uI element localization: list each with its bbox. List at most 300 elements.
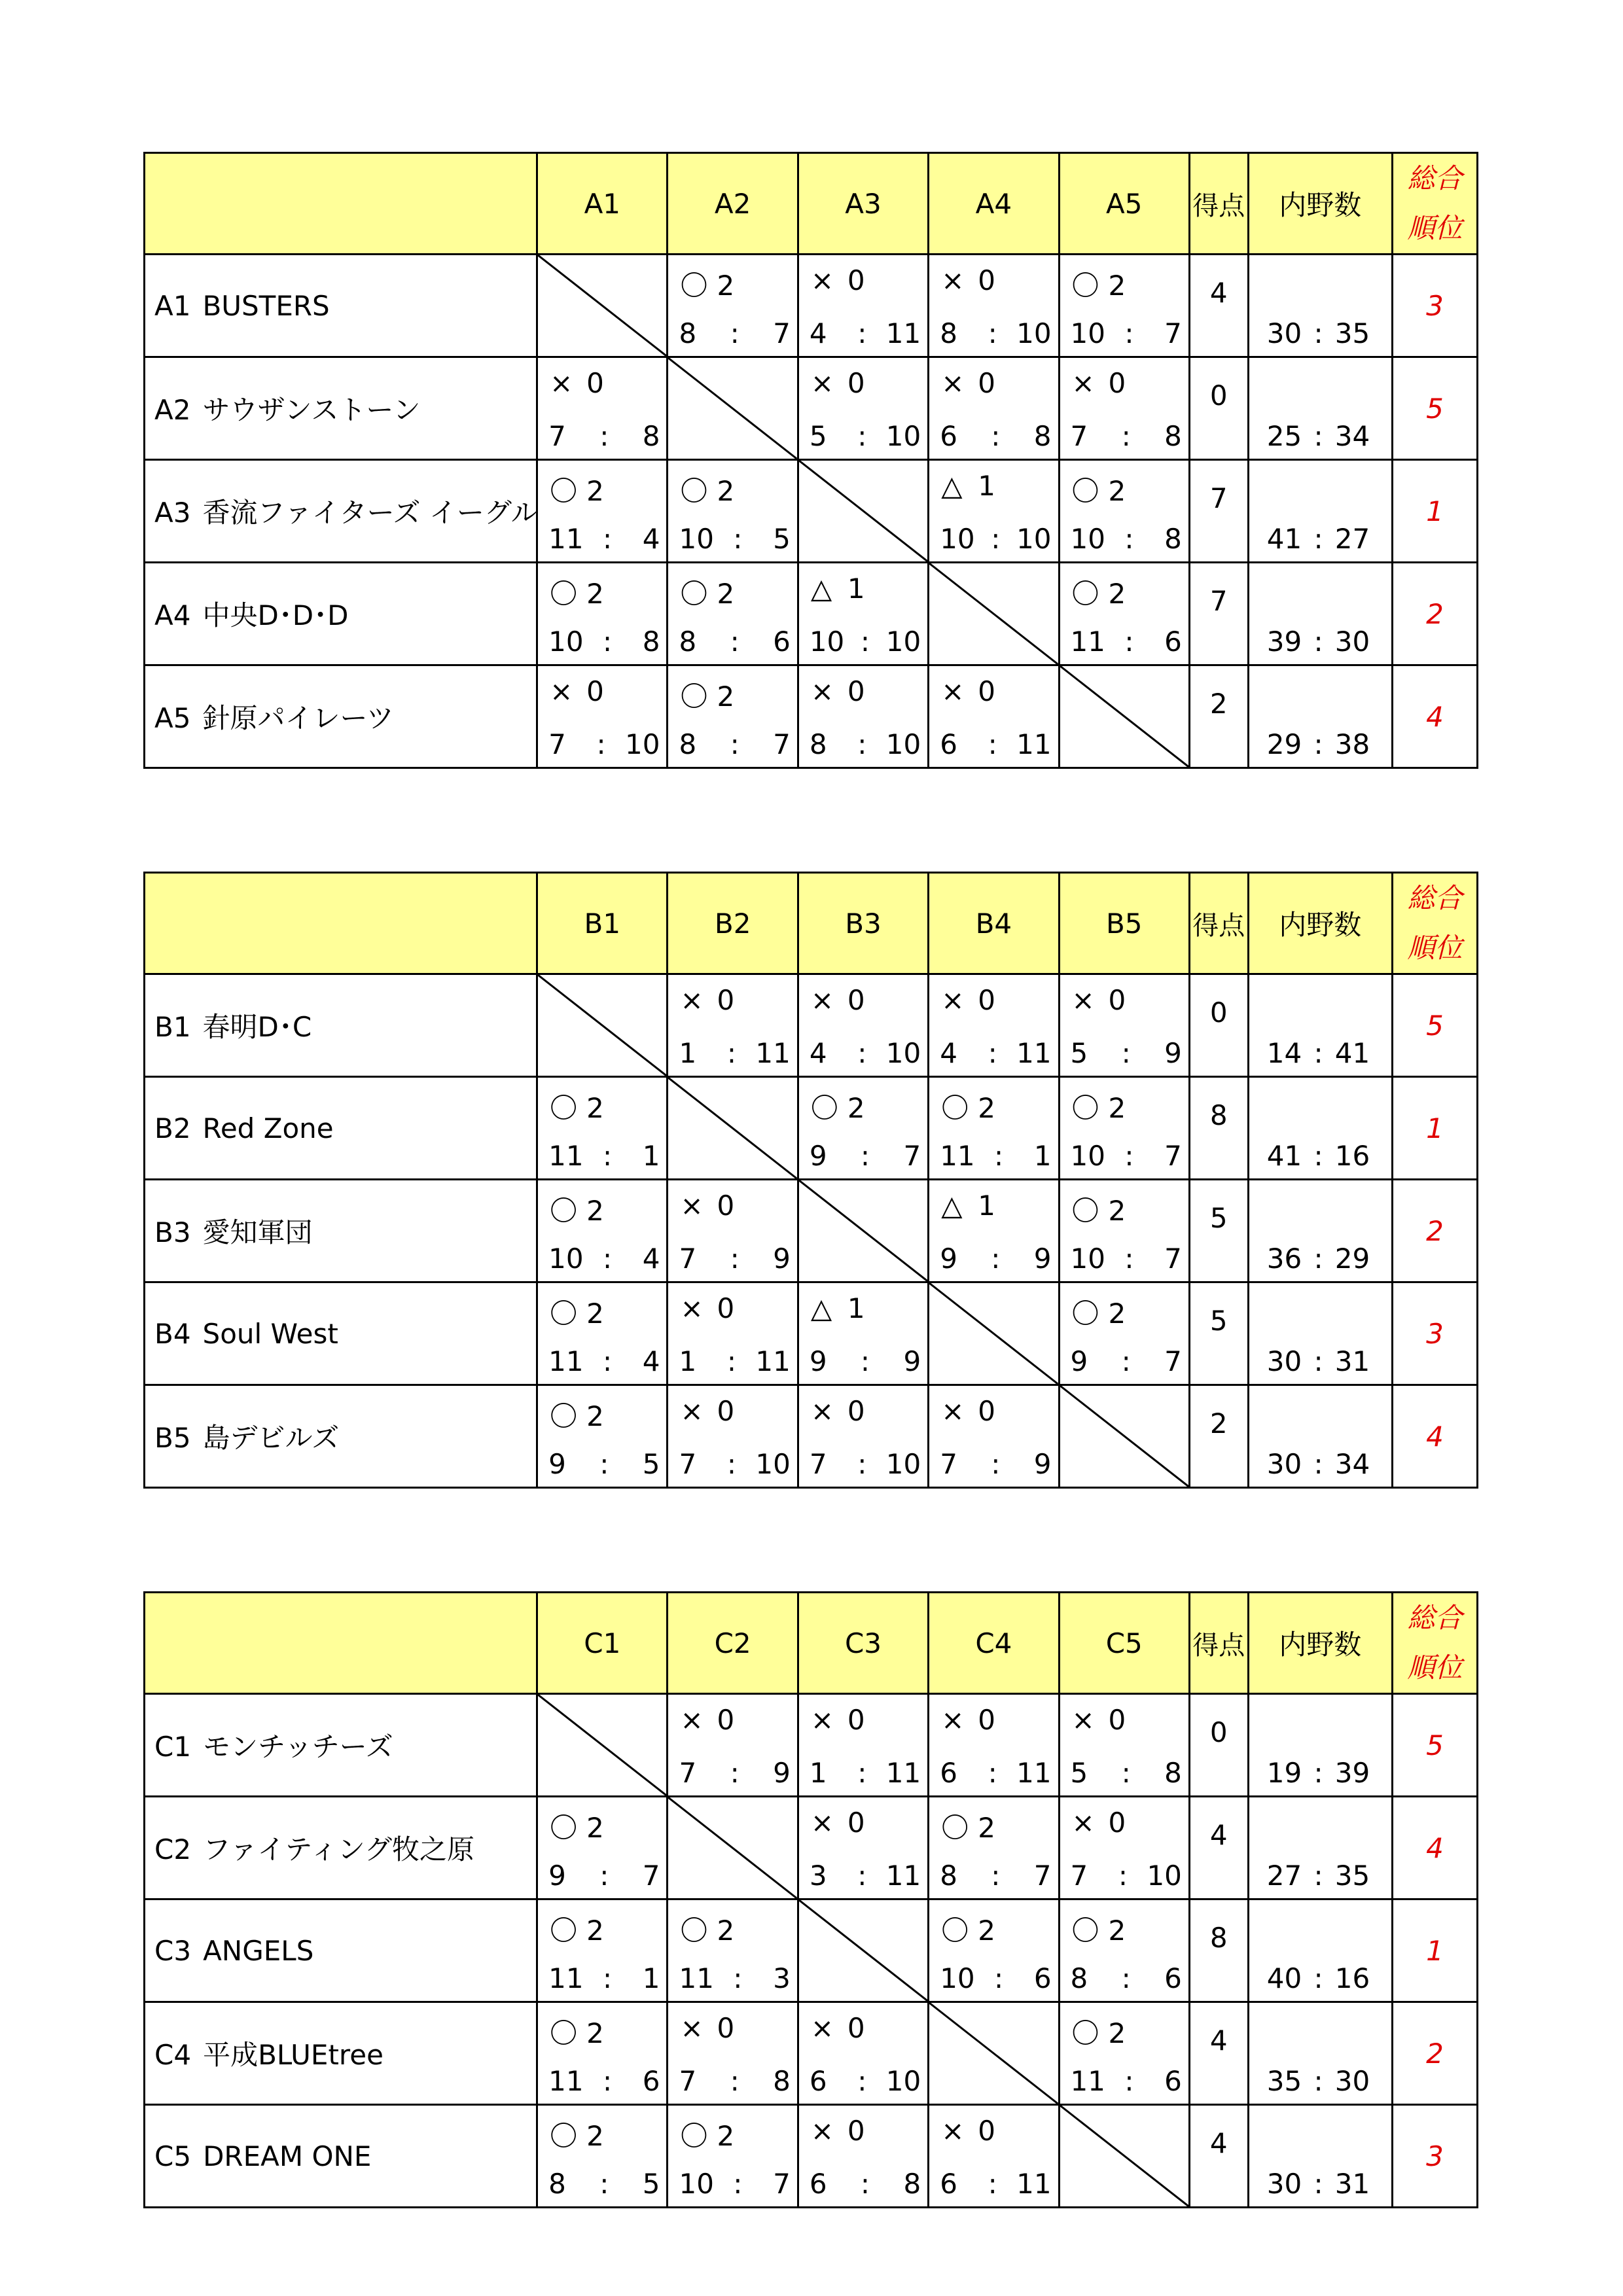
match-result-cell [798, 1385, 928, 1488]
total-points-cell [1189, 255, 1248, 357]
match-score [548, 1140, 660, 1172]
runs-against: 38 [1334, 728, 1370, 760]
total-points-cell [1189, 1077, 1248, 1180]
match-points: 2 [1108, 475, 1126, 507]
match-result [811, 2115, 865, 2147]
score-separator: : [857, 1037, 867, 1069]
result-mark: × [680, 984, 704, 1016]
match-result-cell [929, 255, 1059, 357]
runs-value [1264, 626, 1374, 658]
result-mark: 〇 [550, 1915, 578, 1947]
score-for: 10 [1070, 1140, 1105, 1172]
runs-separator: : [1313, 1243, 1323, 1275]
match-result-cell [668, 563, 798, 665]
match-result [811, 2012, 865, 2044]
match-points: 0 [847, 984, 865, 1016]
match-result-cell [1059, 1797, 1189, 1899]
match-score [548, 1962, 660, 1994]
team-name: 針原パイレーツ [202, 702, 394, 734]
score-against: 8 [1164, 523, 1182, 555]
match-result [1072, 1292, 1126, 1332]
score-for: 9 [548, 1860, 566, 1892]
score-for: 8 [679, 626, 697, 658]
score-for: 7 [809, 1448, 827, 1480]
score-against: 10 [1147, 1860, 1182, 1892]
score-against: 11 [1016, 728, 1052, 760]
score-against: 7 [903, 1140, 921, 1172]
result-mark: × [810, 984, 834, 1016]
runs-cell [1248, 1282, 1393, 1385]
match-points: 2 [586, 1915, 604, 1947]
match-score [679, 1448, 790, 1480]
match-points: 2 [1108, 270, 1126, 302]
match-result [1072, 470, 1126, 509]
result-mark: 〇 [941, 1812, 969, 1844]
runs-against: 27 [1334, 523, 1370, 555]
match-result-cell [537, 1385, 668, 1488]
runs-for: 19 [1266, 1757, 1302, 1789]
runs-header: 内野数 [1248, 153, 1393, 255]
match-points: 0 [717, 984, 735, 1016]
match-points: 0 [978, 984, 995, 1016]
match-result-cell [929, 974, 1059, 1077]
match-score [679, 1243, 790, 1275]
total-points: 4 [1209, 276, 1228, 309]
score-for: 9 [548, 1448, 566, 1480]
match-result [941, 1190, 995, 1222]
match-score [940, 1037, 1051, 1069]
result-mark: × [810, 1807, 834, 1839]
match-points: 0 [586, 675, 604, 707]
match-points: 2 [1108, 1298, 1126, 1330]
match-result [680, 675, 734, 715]
score-separator: : [730, 1757, 740, 1789]
match-points: 2 [717, 578, 735, 610]
match-points: 0 [847, 1807, 865, 1839]
runs-separator: : [1313, 420, 1323, 452]
match-points: 0 [717, 1395, 735, 1427]
result-mark: × [810, 367, 834, 399]
result-mark: 〇 [550, 2120, 578, 2152]
diagonal-line [799, 461, 927, 561]
column-header: C3 [798, 1593, 928, 1694]
runs-separator: : [1313, 317, 1323, 349]
runs-separator: : [1313, 1345, 1323, 1377]
match-points: 2 [978, 1812, 995, 1844]
score-separator: : [726, 1037, 736, 1069]
team-id: B3 [154, 1216, 191, 1248]
score-against: 10 [625, 728, 660, 760]
score-against: 4 [642, 1243, 660, 1275]
match-points: 0 [717, 1704, 735, 1736]
result-mark: × [1071, 1704, 1095, 1736]
score-against: 7 [773, 2168, 791, 2200]
result-mark: × [680, 1395, 704, 1427]
score-against: 8 [642, 626, 660, 658]
score-for: 9 [809, 1140, 827, 1172]
score-for: 6 [809, 2065, 827, 2097]
result-mark: 〇 [550, 1298, 578, 1330]
total-points: 5 [1209, 1304, 1228, 1337]
total-points: 0 [1209, 379, 1228, 412]
team-name-cell [145, 460, 537, 563]
match-score [679, 728, 790, 760]
score-for: 7 [548, 728, 566, 760]
runs-cell [1248, 1899, 1393, 2002]
runs-value [1264, 1243, 1374, 1275]
match-score [940, 1757, 1051, 1789]
match-score [1071, 1962, 1182, 1994]
match-result [811, 1087, 865, 1126]
runs-cell [1248, 1694, 1393, 1797]
points-header: 得点 [1189, 873, 1248, 974]
diagonal-line [668, 1078, 796, 1178]
match-result [811, 1292, 865, 1324]
score-for: 6 [940, 1757, 957, 1789]
score-for: 6 [940, 420, 957, 452]
score-for: 8 [679, 317, 697, 349]
match-score [940, 1243, 1051, 1275]
match-score [1071, 523, 1182, 555]
score-separator: : [602, 1345, 613, 1377]
runs-value [1264, 1860, 1374, 1892]
score-against: 8 [1033, 420, 1052, 452]
score-separator: : [596, 728, 606, 760]
runs-separator: : [1313, 2065, 1323, 2097]
overall-rank: 4 [1393, 1385, 1478, 1488]
result-mark: 〇 [680, 270, 708, 302]
score-against: 9 [773, 1243, 791, 1275]
team-id: A5 [154, 702, 191, 734]
result-mark: 〇 [1071, 1092, 1099, 1124]
match-result [1072, 573, 1126, 612]
self-match-cell [1059, 2105, 1189, 2208]
team-name: 愛知軍団 [202, 1216, 313, 1248]
score-against: 3 [773, 1962, 791, 1994]
score-against: 9 [1033, 1243, 1052, 1275]
team-row [145, 1077, 1478, 1180]
match-points: 0 [847, 1704, 865, 1736]
match-points: 2 [586, 1195, 604, 1227]
match-result-cell [1059, 460, 1189, 563]
runs-for: 25 [1266, 420, 1302, 452]
score-separator: : [599, 420, 609, 452]
match-result-cell [668, 1282, 798, 1385]
match-result-cell [798, 2002, 928, 2105]
score-against: 6 [773, 626, 791, 658]
match-result-cell [929, 1797, 1059, 1899]
column-header: A3 [798, 153, 928, 255]
score-against: 10 [885, 1448, 921, 1480]
column-header: C5 [1059, 1593, 1189, 1694]
score-against: 8 [642, 420, 660, 452]
match-score [940, 1140, 1051, 1172]
score-for: 8 [679, 728, 697, 760]
runs-for: 40 [1266, 1962, 1302, 1994]
score-for: 9 [940, 1243, 957, 1275]
runs-value [1264, 1037, 1374, 1069]
column-header: B2 [668, 873, 798, 974]
score-separator: : [1121, 1037, 1131, 1069]
runs-against: 30 [1334, 626, 1370, 658]
runs-separator: : [1313, 626, 1323, 658]
runs-separator: : [1313, 1448, 1323, 1480]
score-against: 11 [885, 1860, 921, 1892]
column-header: C2 [668, 1593, 798, 1694]
score-against: 6 [1164, 1962, 1182, 1994]
match-score [810, 317, 921, 349]
runs-separator: : [1313, 523, 1323, 555]
rank-header-line: 順位 [1407, 212, 1463, 244]
runs-cell [1248, 1797, 1393, 1899]
score-for: 7 [1070, 1860, 1088, 1892]
self-match-cell [537, 255, 668, 357]
total-points: 8 [1209, 1921, 1228, 1954]
result-mark: × [1071, 367, 1095, 399]
diagonal-line [538, 255, 666, 356]
score-for: 7 [1070, 420, 1088, 452]
total-points-cell [1189, 1694, 1248, 1797]
score-for: 8 [548, 2168, 566, 2200]
score-separator: : [1118, 1860, 1128, 1892]
result-mark: 〇 [1071, 1298, 1099, 1330]
match-result [550, 470, 604, 509]
score-for: 7 [679, 2065, 697, 2097]
match-result [941, 984, 995, 1016]
score-against: 9 [773, 1757, 791, 1789]
header-row [145, 153, 1478, 255]
score-against: 10 [1016, 523, 1052, 555]
score-for: 7 [679, 1757, 697, 1789]
score-for: 10 [1070, 317, 1105, 349]
team-name-cell [145, 665, 537, 768]
match-points: 0 [978, 1395, 995, 1427]
match-result [941, 675, 995, 707]
result-mark: 〇 [1071, 2017, 1099, 2049]
points-header: 得点 [1189, 1593, 1248, 1694]
match-result-cell [929, 357, 1059, 460]
score-separator: : [733, 1962, 743, 1994]
team-id: B4 [154, 1317, 191, 1350]
match-result-cell [1059, 1694, 1189, 1797]
score-against: 4 [642, 523, 660, 555]
runs-for: 41 [1266, 523, 1302, 555]
team-name-cell [145, 255, 537, 357]
score-for: 10 [548, 1243, 584, 1275]
match-result-cell [929, 460, 1059, 563]
match-score [548, 420, 660, 452]
league-table [143, 872, 1478, 1489]
total-points-cell [1189, 460, 1248, 563]
score-for: 3 [809, 1860, 827, 1892]
match-points: 2 [586, 1298, 604, 1330]
score-against: 11 [1016, 1757, 1052, 1789]
team-id: B5 [154, 1422, 191, 1454]
match-result [550, 1395, 604, 1434]
match-result [680, 470, 734, 509]
match-result [941, 1704, 995, 1736]
team-name-cell [145, 1797, 537, 1899]
overall-rank: 5 [1393, 357, 1478, 460]
score-separator: : [860, 1345, 870, 1377]
match-result [941, 1909, 995, 1949]
match-result-cell [537, 665, 668, 768]
match-score [810, 1860, 921, 1892]
result-mark: × [1071, 984, 1095, 1016]
result-mark: × [941, 984, 965, 1016]
score-against: 6 [1164, 2065, 1182, 2097]
match-score [940, 2168, 1051, 2200]
score-separator: : [602, 2065, 613, 2097]
diagonal-line [929, 563, 1058, 664]
result-mark: 〇 [1071, 475, 1099, 507]
match-result [941, 1087, 995, 1126]
match-points: 1 [978, 1190, 995, 1222]
team-name-cell [145, 2002, 537, 2105]
diagonal-line [668, 1797, 796, 1898]
score-against: 11 [885, 317, 921, 349]
match-result [811, 573, 865, 605]
runs-value [1264, 728, 1374, 760]
overall-rank: 2 [1393, 563, 1478, 665]
match-result [811, 367, 865, 399]
runs-separator: : [1313, 1860, 1323, 1892]
result-mark: 〇 [941, 1915, 969, 1947]
match-result-cell [537, 2105, 668, 2208]
match-score [1071, 1243, 1182, 1275]
runs-against: 30 [1334, 2065, 1370, 2097]
score-separator: : [988, 1037, 997, 1069]
score-for: 10 [679, 2168, 714, 2200]
score-separator: : [599, 1448, 609, 1480]
team-id: A1 [154, 289, 191, 322]
score-against: 11 [885, 1757, 921, 1789]
total-points-cell [1189, 1282, 1248, 1385]
match-points: 2 [847, 1092, 865, 1124]
self-match-cell [798, 1899, 928, 2002]
result-mark: 〇 [1071, 578, 1099, 610]
score-against: 7 [1164, 1140, 1182, 1172]
team-row [145, 357, 1478, 460]
match-result-cell [798, 1694, 928, 1797]
match-score [1071, 626, 1182, 658]
match-result-cell [668, 665, 798, 768]
rank-header-line: 総合 [1407, 1602, 1463, 1634]
match-score [1071, 1140, 1182, 1172]
team-name: ファイティング牧之原 [203, 1833, 475, 1865]
diagonal-line [538, 1695, 666, 1795]
score-separator: : [860, 1140, 870, 1172]
score-for: 1 [679, 1037, 697, 1069]
match-result [1072, 367, 1126, 399]
column-header: B4 [929, 873, 1059, 974]
match-result-cell [798, 563, 928, 665]
self-match-cell [668, 357, 798, 460]
result-mark: × [810, 2115, 834, 2147]
score-against: 5 [642, 1448, 660, 1480]
self-match-cell [929, 563, 1059, 665]
team-row [145, 255, 1478, 357]
match-score [548, 1243, 660, 1275]
match-score [1071, 1757, 1182, 1789]
rank-header-line: 総合 [1407, 882, 1463, 914]
result-mark: × [941, 1395, 965, 1427]
column-header: A5 [1059, 153, 1189, 255]
match-result [941, 1395, 995, 1427]
runs-against: 41 [1334, 1037, 1370, 1069]
match-score [1071, 317, 1182, 349]
team-name-cell [145, 2105, 537, 2208]
result-mark: × [680, 1190, 704, 1222]
team-name: BUSTERS [202, 289, 330, 322]
score-against: 8 [1164, 1757, 1182, 1789]
result-mark: 〇 [680, 2120, 708, 2152]
runs-value [1264, 1140, 1374, 1172]
team-name: 香流ファイターズ イーグル [202, 497, 539, 529]
match-points: 2 [1108, 1915, 1126, 1947]
result-mark: × [550, 367, 573, 399]
runs-cell [1248, 2105, 1393, 2208]
runs-value [1264, 1962, 1374, 1994]
team-id: B2 [154, 1112, 191, 1144]
match-result-cell [668, 255, 798, 357]
rank-header-line: 総合 [1407, 162, 1463, 194]
self-match-cell [1059, 665, 1189, 768]
score-against: 8 [1164, 420, 1182, 452]
total-points: 8 [1209, 1099, 1228, 1131]
runs-against: 35 [1334, 317, 1370, 349]
total-points: 2 [1209, 687, 1228, 720]
match-score [940, 317, 1051, 349]
match-score [1071, 420, 1182, 452]
match-points: 0 [847, 2115, 865, 2147]
result-mark: 〇 [1071, 1915, 1099, 1947]
match-points: 2 [717, 1915, 735, 1947]
score-separator: : [991, 1448, 1001, 1480]
match-points: 0 [978, 264, 995, 296]
match-result-cell [798, 1797, 928, 1899]
match-result [550, 573, 604, 612]
overall-rank: 4 [1393, 1797, 1478, 1899]
score-for: 7 [548, 420, 566, 452]
runs-for: 29 [1266, 728, 1302, 760]
overall-rank: 3 [1393, 255, 1478, 357]
score-for: 10 [940, 523, 975, 555]
runs-for: 27 [1266, 1860, 1302, 1892]
match-result-cell [1059, 1180, 1189, 1282]
team-name-cell [145, 974, 537, 1077]
runs-separator: : [1313, 1962, 1323, 1994]
runs-against: 35 [1334, 1860, 1370, 1892]
match-result-cell [668, 1385, 798, 1488]
match-result [811, 1395, 865, 1427]
score-against: 7 [1033, 1860, 1052, 1892]
league-table [143, 1591, 1478, 2208]
match-points: 2 [586, 2120, 604, 2152]
match-points: 2 [586, 1400, 604, 1432]
runs-cell [1248, 357, 1393, 460]
match-result-cell [537, 357, 668, 460]
score-against: 1 [1033, 1140, 1052, 1172]
score-against: 1 [642, 1140, 660, 1172]
team-row [145, 1899, 1478, 2002]
column-header: C1 [537, 1593, 668, 1694]
team-name: 春明D･C [202, 1011, 312, 1043]
score-for: 9 [1070, 1345, 1088, 1377]
rank-header [1393, 873, 1478, 974]
score-for: 10 [1070, 523, 1105, 555]
match-score [548, 2065, 660, 2097]
